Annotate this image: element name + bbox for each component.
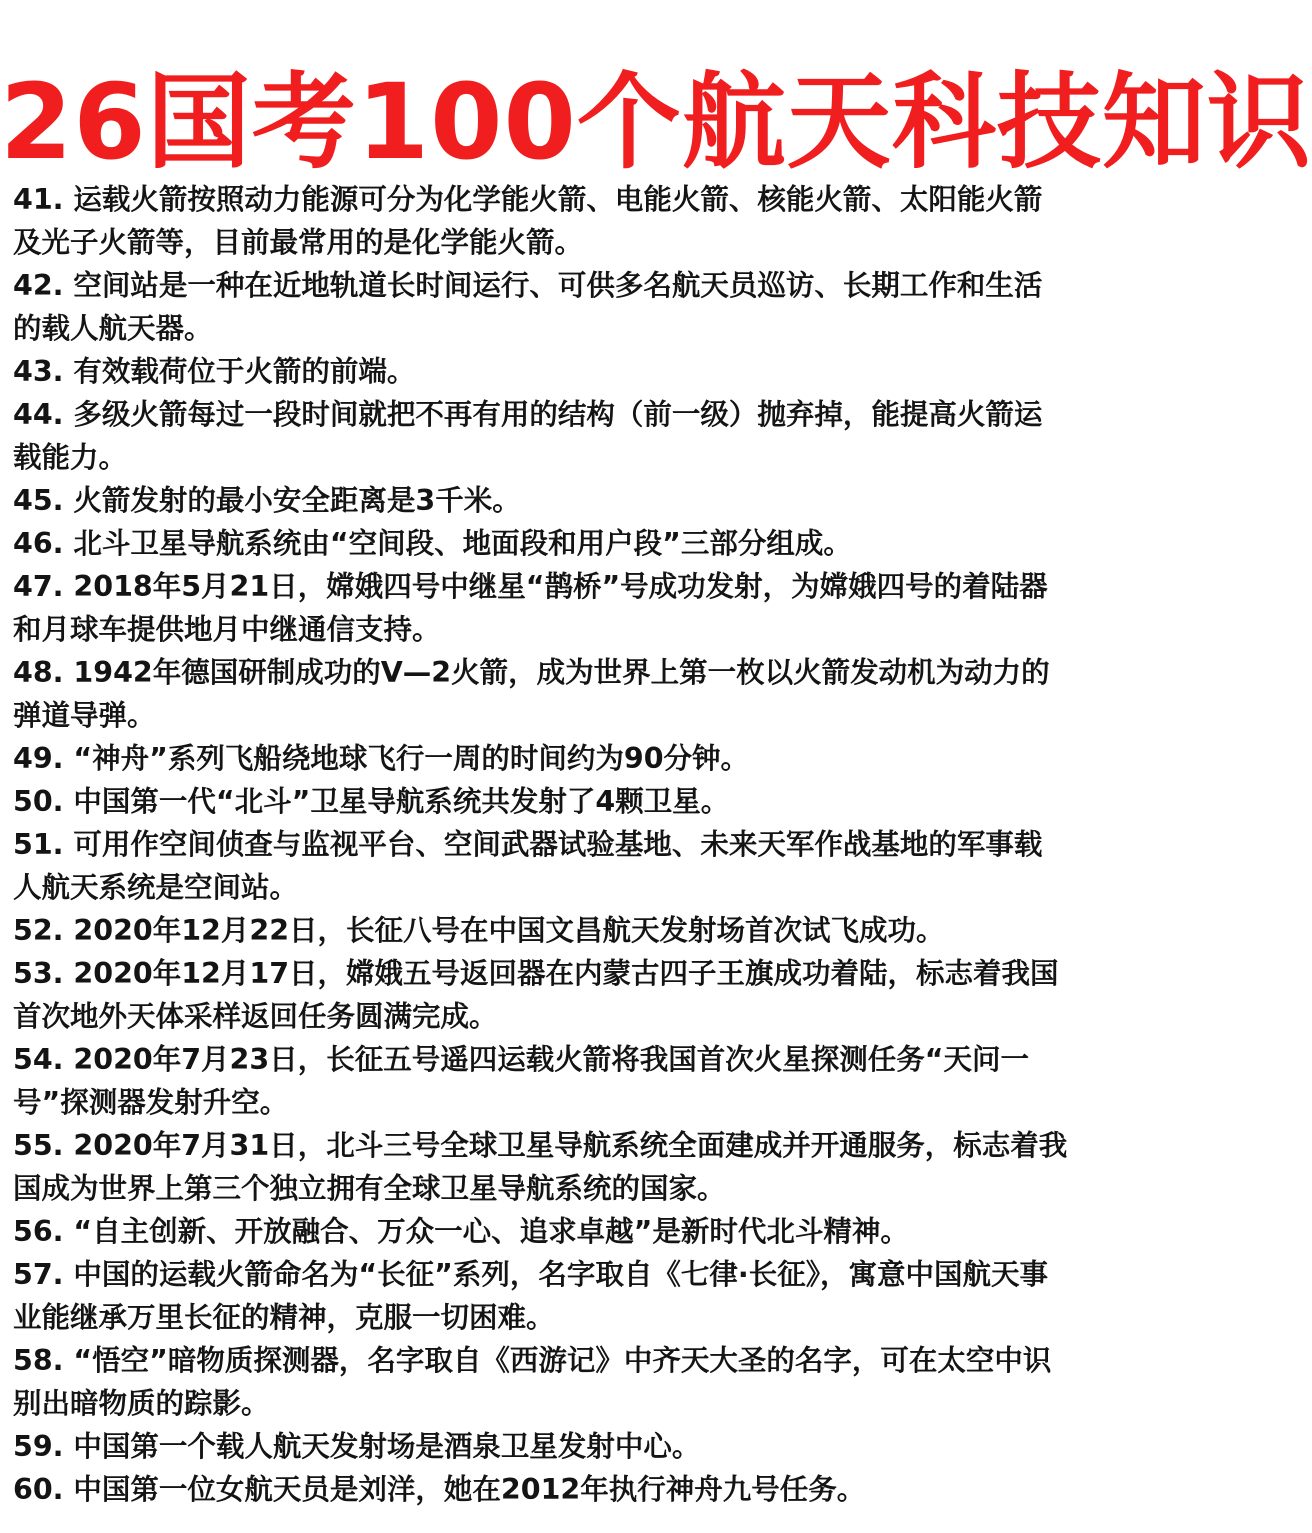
knowledge-list xyxy=(13,178,1069,1511)
list-item: 49. “神舟”系列飞船绕地球飞行一周的时间约为90分钟。 xyxy=(13,742,750,775)
list-item: 51. 可用作空间侦查与监视平台、空间武器试验基地、未来天军作战基地的军事载人航天系统是空间站。 xyxy=(13,828,1043,904)
list-item: 46. 北斗卫星导航系统由“空间段、地面段和用户段”三部分组成。 xyxy=(13,527,852,560)
list-item: 54. 2020年7月23日，长征五号遥四运载火箭将我国首次火星探测任务“天问一号”探测器发射升空。 xyxy=(13,1043,1029,1119)
page-title: 26国考100个航天科技知识 xyxy=(0,61,1312,183)
list-item: 58. “悟空”暗物质探测器，名字取自《西游记》中齐天大圣的名字，可在太空中识别出暗物质的踪影。 xyxy=(13,1344,1052,1420)
list-item: 42. 空间站是一种在近地轨道长时间运行、可供多名航天员巡访、长期工作和生活的载人航天器。 xyxy=(13,269,1043,345)
list-item: 55. 2020年7月31日，北斗三号全球卫星导航系统全面建成并开通服务，标志着我国成为世界上第三个独立拥有全球卫星导航系统的国家。 xyxy=(13,1129,1068,1205)
list-item: 47. 2018年5月21日，嫦娥四号中继星“鹊桥”号成功发射，为嫦娥四号的着陆器和月球车提供地月中继通信支持。 xyxy=(13,570,1048,646)
list-item: 60. 中国第一位女航天员是刘洋，她在2012年执行神舟九号任务。 xyxy=(13,1473,866,1506)
list-item: 57. 中国的运载火箭命名为“长征”系列，名字取自《七律·长征》，寓意中国航天事业能继承万里长征的精神，克服一切困难。 xyxy=(13,1258,1048,1334)
list-item: 44. 多级火箭每过一段时间就把不再有用的结构（前一级）抛弃掉，能提高火箭运载能力。 xyxy=(13,398,1043,474)
list-item: 45. 火箭发射的最小安全距离是3千米。 xyxy=(13,484,521,517)
list-item: 53. 2020年12月17日，嫦娥五号返回器在内蒙古四子王旗成功着陆，标志着我国首次地外天体采样返回任务圆满完成。 xyxy=(13,957,1059,1033)
list-item: 59. 中国第一个载人航天发射场是酒泉卫星发射中心。 xyxy=(13,1430,701,1463)
list-item: 52. 2020年12月22日，长征八号在中国文昌航天发射场首次试飞成功。 xyxy=(13,914,945,947)
list-item: 48. 1942年德国研制成功的V—2火箭，成为世界上第一枚以火箭发动机为动力的弹道导弹。 xyxy=(13,656,1050,732)
list-item: 50. 中国第一代“北斗”卫星导航系统共发射了4颗卫星。 xyxy=(13,785,730,818)
list-item: 43. 有效载荷位于火箭的前端。 xyxy=(13,355,416,388)
list-item: 56. “自主创新、开放融合、万众一心、追求卓越”是新时代北斗精神。 xyxy=(13,1215,909,1248)
list-item: 41. 运载火箭按照动力能源可分为化学能火箭、电能火箭、核能火箭、太阳能火箭及光子火箭等，目前最常用的是化学能火箭。 xyxy=(13,183,1043,259)
